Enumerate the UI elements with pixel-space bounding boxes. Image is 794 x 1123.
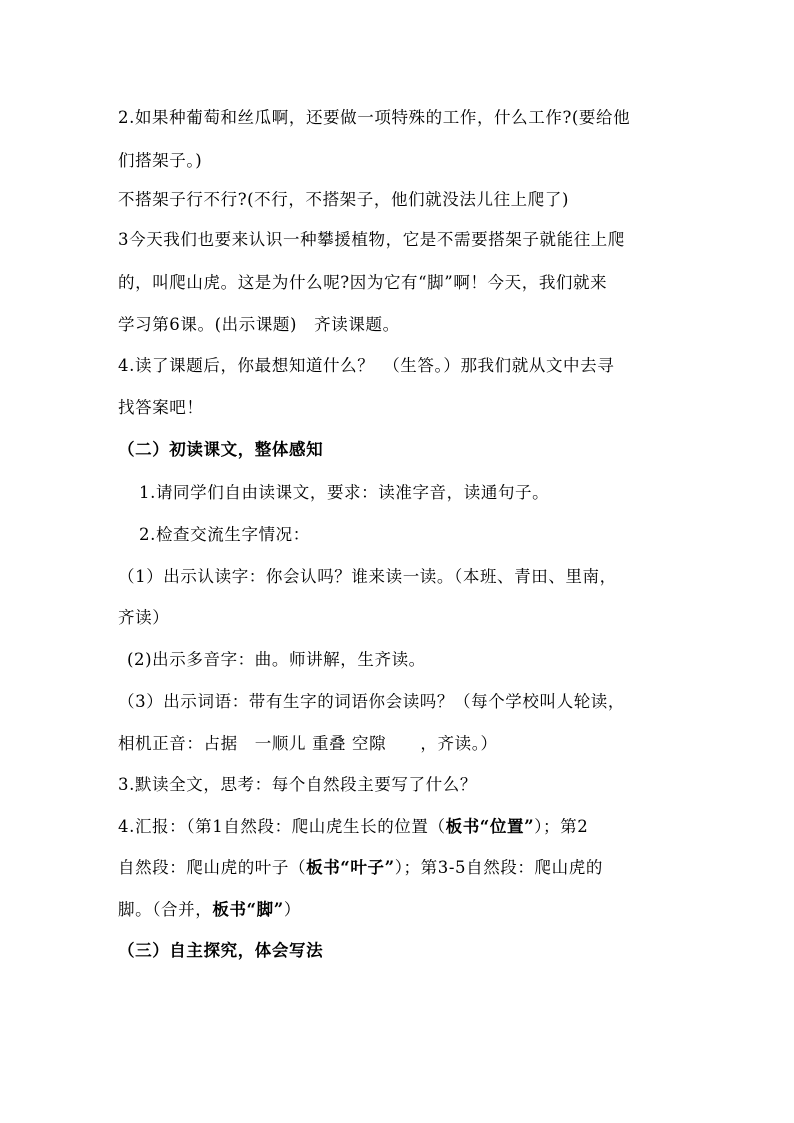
paragraph-line: 2.检查交流生字情况： [139, 525, 310, 544]
paragraph-line: 找答案吧！ [118, 398, 204, 417]
paragraph-line: （1）出示认读字：你会认吗？谁来读一读。（本班、青田、里南， [118, 567, 617, 586]
paragraph-line: 学习第6课。(出示课题) 齐读课题。 [118, 315, 400, 334]
line-text: 脚。（合并， [118, 900, 213, 919]
paragraph-line [118, 857, 688, 879]
paragraph-line: 们搭架子。) [118, 151, 203, 170]
paragraph-line: 齐读） [118, 608, 170, 627]
board-note: 板书“脚” [212, 900, 284, 919]
section-heading: （二）初读课文，整体感知 [118, 440, 324, 459]
paragraph-line: 不搭架子行不行?(不行，不搭架子，他们就没法儿往上爬了) [118, 190, 570, 209]
line-text: ） [283, 900, 301, 919]
paragraph-line [118, 816, 688, 838]
line-text: ）；第3-5自然段：爬山虎的 [394, 858, 603, 877]
paragraph-line [118, 899, 688, 921]
section-heading: （三）自主探究，体会写法 [118, 941, 324, 960]
paragraph-line: 4.读了课题后，你最想知道什么？ （生答。）那我们就从文中去寻 [118, 356, 615, 375]
board-note: 板书“位置” [445, 817, 535, 836]
paragraph-line: 3今天我们也要来认识一种攀援植物，它是不需要搭架子就能往上爬 [118, 230, 625, 249]
paragraph-line: 2.如果种葡萄和丝瓜啊，还要做一项特殊的工作，什么工作?(要给他 [118, 108, 631, 127]
line-text: 自然段：爬山虎的叶子（ [118, 858, 307, 877]
line-text: ）；第2 [534, 817, 589, 836]
paragraph-line: (2)出示多音字：曲。师讲解，生齐读。 [127, 650, 426, 669]
paragraph-line: 1.请同学们自由读课文，要求：读准字音，读通句子。 [139, 483, 550, 502]
paragraph-line: 相机正音：占据 一顺儿 重叠 空隙 ，齐读。） [118, 734, 498, 753]
line-text: 4.汇报：（第1自然段：爬山虎生长的位置（ [118, 817, 446, 836]
board-note: 板书“叶子” [306, 858, 395, 877]
paragraph-line: （3）出示词语：带有生字的词语你会读吗？（每个学校叫人轮读， [118, 692, 625, 711]
paragraph-line: 3.默读全文，思考：每个自然段主要写了什么？ [118, 775, 477, 794]
paragraph-line: 的，叫爬山虎。这是为什么呢?因为它有“脚”啊！今天，我们就来 [118, 273, 608, 292]
